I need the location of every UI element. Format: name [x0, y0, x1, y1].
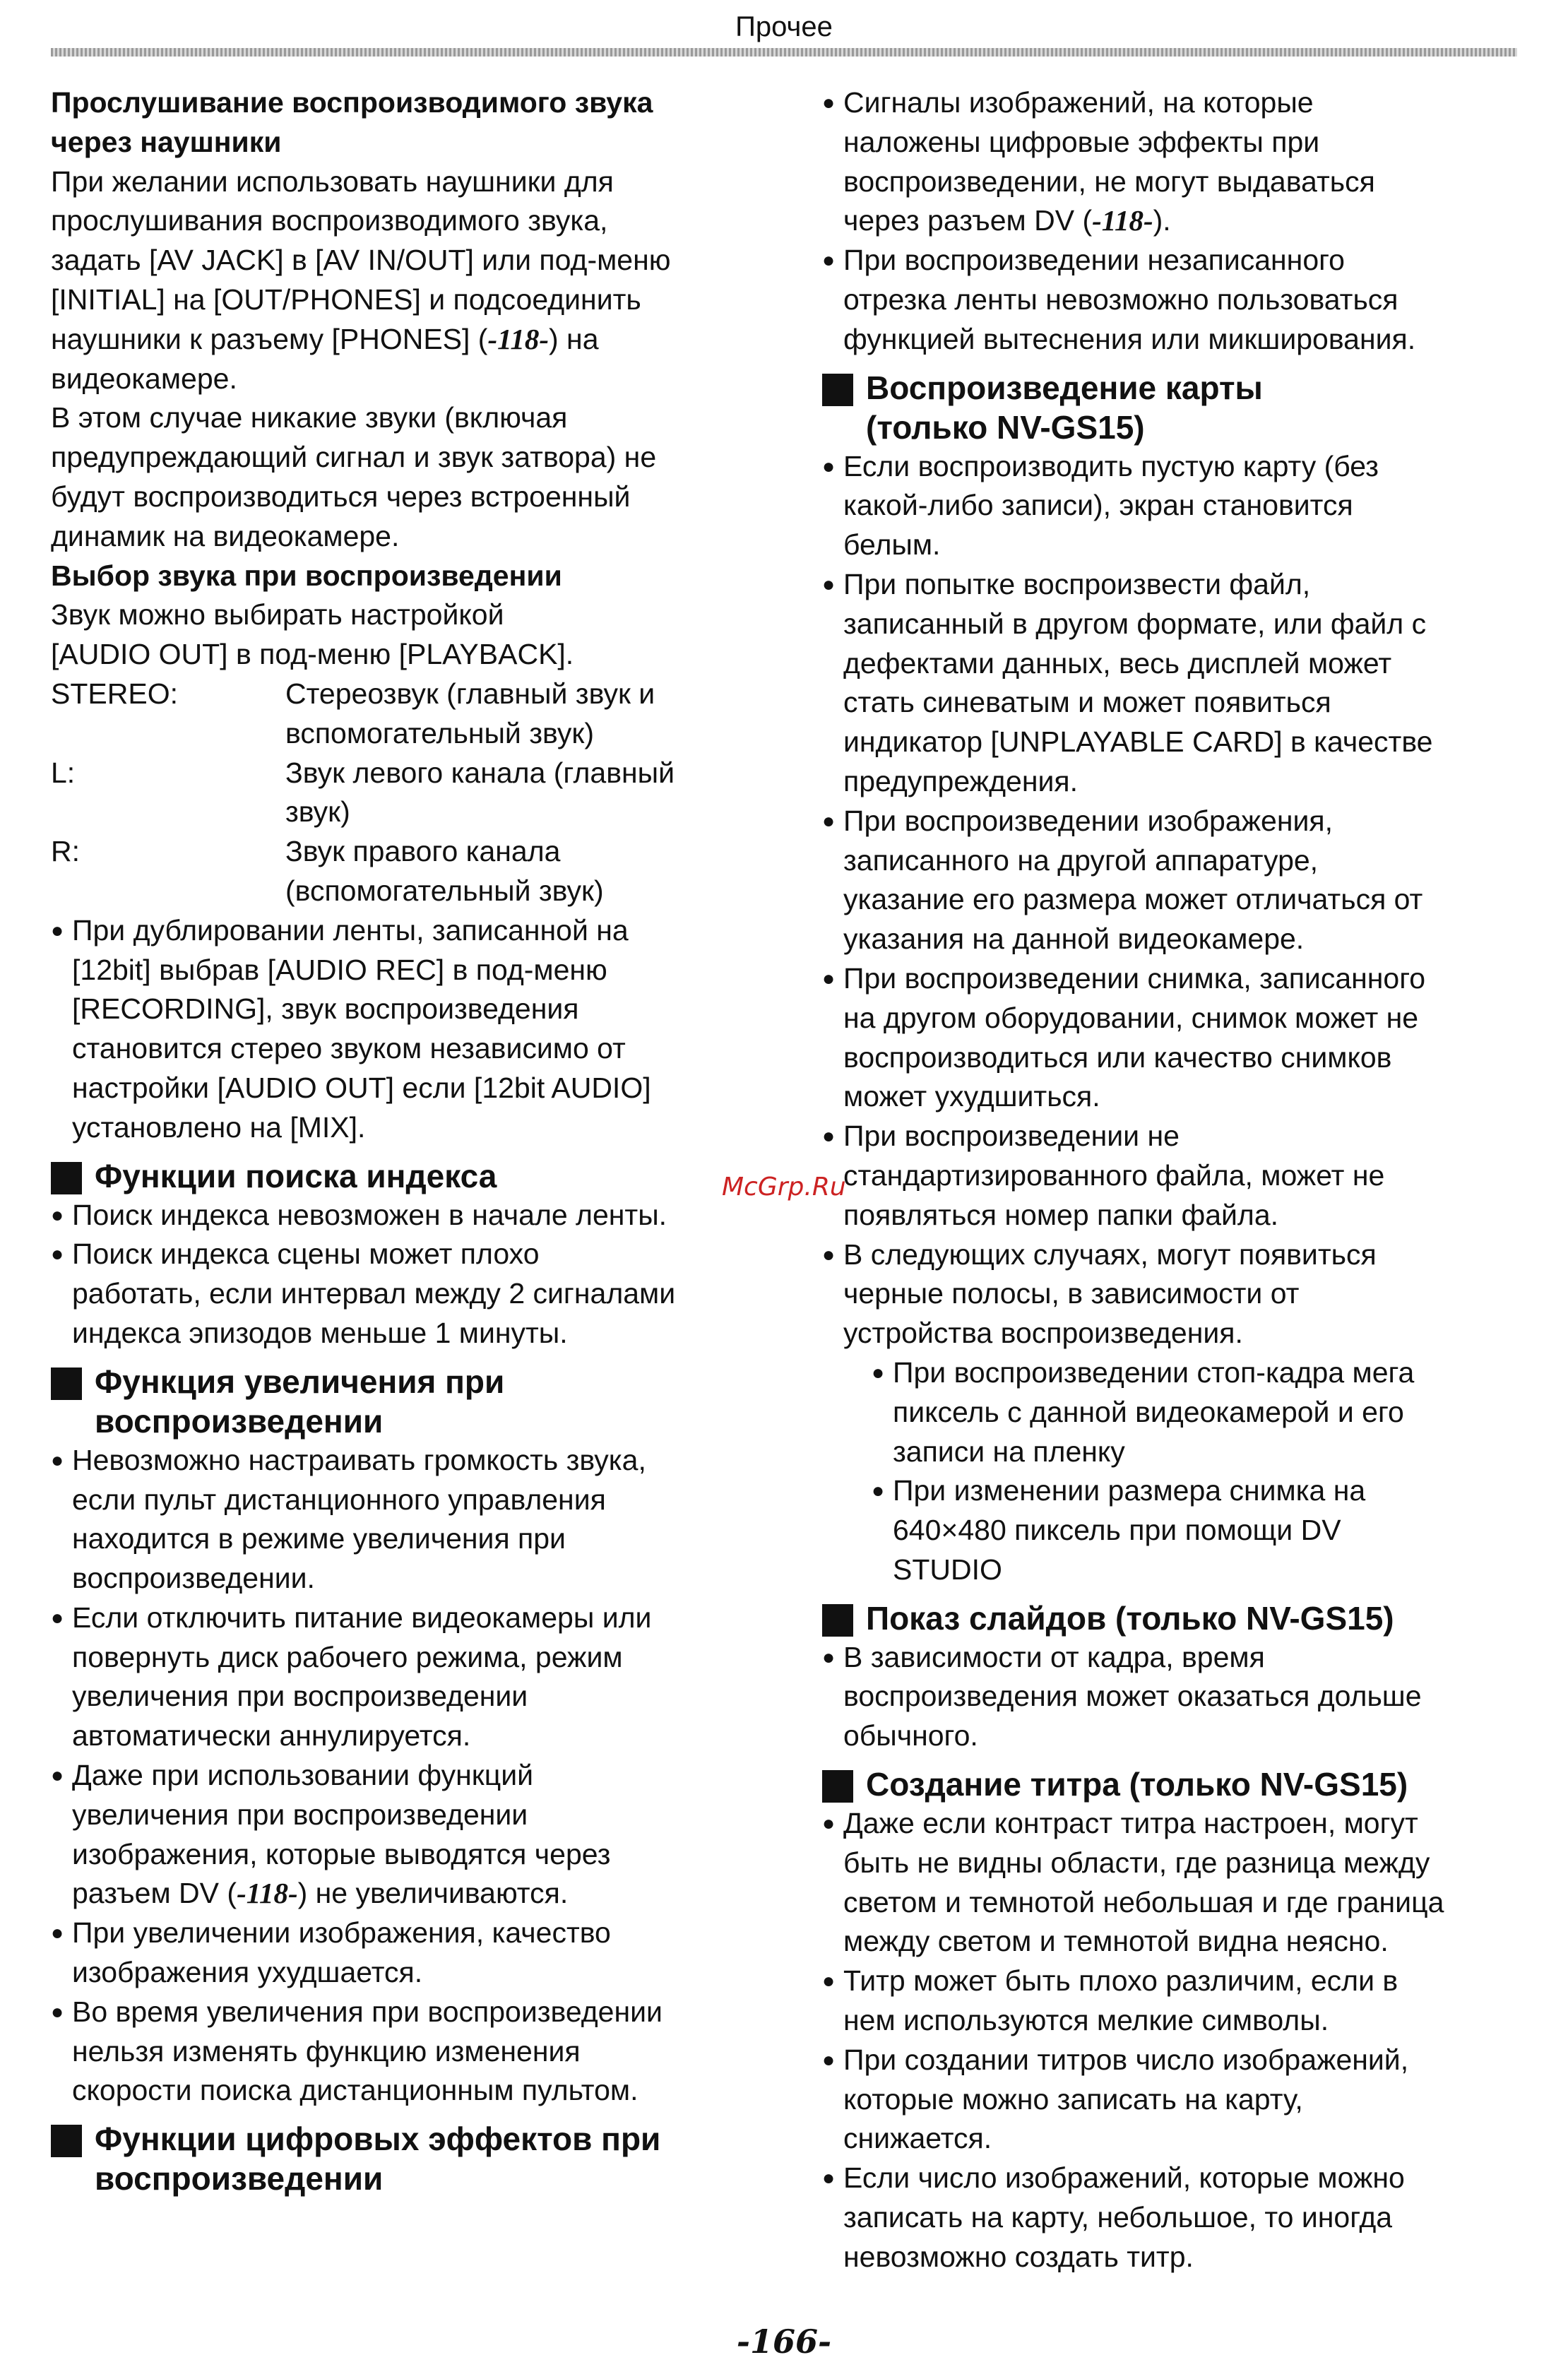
bullet-item: ● При создании титров число изображений, которые можно записать на карту, снижается.	[822, 2041, 1536, 2159]
bullet-item: ● Сигналы изображений, на которые наложены цифровые эффекты при воспроизведении, не могут выдаваться через разъем DV (-118-).	[822, 83, 1536, 241]
bullet-item: ● Во время увеличения при воспроизведении нельзя изменять функцию изменения скорости поиска дистанционным пультом.	[51, 1993, 785, 2111]
page-reference: -118-	[487, 322, 550, 355]
section-heading-playback-zoom: Функция увеличения при воспроизведении	[51, 1362, 785, 1441]
bullet-icon: ●	[822, 454, 836, 478]
definition-row: R: Звук правого канала (вспомогательный звук)	[51, 835, 604, 907]
definition-row: L: Звук левого канала (главный звук)	[51, 756, 675, 829]
bullet-icon: ●	[822, 2166, 836, 2190]
bullet-icon: ●	[51, 1242, 64, 1266]
bullet-icon: ●	[822, 2048, 836, 2072]
sub-bullet-item: ● При воспроизведении стоп-кадра мега пиксель с данной видеокамерой и его записи на пленку	[822, 1353, 1536, 1471]
bullet-item: ● При дублировании ленты, записанной на [12bit] выбрав [AUDIO REC] в под-меню [RECORDING], звук воспроизведения становится стерео звуком независимо от настройки [AUDIO OUT] если [12bit AUDIO] установлено на [MIX].	[51, 911, 785, 1148]
bullet-icon: ●	[51, 918, 64, 942]
bullet-icon: ●	[872, 1479, 885, 1503]
left-column	[51, 83, 785, 2198]
bullet-icon: ●	[51, 1203, 64, 1227]
bullet-icon: ●	[822, 966, 836, 990]
bullet-item: ● Даже при использовании функций увеличения при воспроизведении изображения, которые выводятся через разъем DV (-118-) не увеличиваются.	[51, 1756, 785, 1914]
section-square-icon	[822, 374, 853, 406]
section-heading-digital-effects: Функции цифровых эффектов при воспроизведении	[51, 2119, 785, 2198]
bullet-item: ● При воспроизведении не стандартизированного файла, может не появляться номер папки файла.	[822, 1117, 1536, 1235]
paragraph-headphones: При желании использовать наушники для прослушивания воспроизводимого звука, задать [AV JACK] в [AV IN/OUT] или под-меню [INITIAL] на [OUT/PHONES] и подсоединить наушники к разъему [PHONES] (-118-) на видеокамере.	[51, 165, 671, 395]
paragraph-audio-select: Звук можно выбирать настройкой [AUDIO OUT] в под-меню [PLAYBACK].	[51, 598, 574, 671]
page-reference: -118-	[237, 1877, 298, 1910]
subheading-audio-select: Выбор звука при воспроизведении	[51, 559, 562, 592]
bullet-item: ● Если отключить питание видеокамеры или повернуть диск рабочего режима, режим увеличения при воспроизведении автоматически аннулируется.	[51, 1598, 785, 1756]
bullet-item: ● При воспроизведении изображения, записанного на другой аппаратуре, указание его размера может отличаться от указания на данной видеокамере.	[822, 802, 1536, 959]
page-reference: -118-	[1092, 204, 1153, 237]
definition-list	[51, 675, 785, 911]
bullet-item: ● Титр может быть плохо различим, если в нем используются мелкие символы.	[822, 1962, 1536, 2041]
bullet-icon: ●	[822, 1645, 836, 1669]
bullet-icon: ●	[822, 572, 836, 596]
section-heading-slideshow: Показ слайдов (только NV-GS15)	[822, 1598, 1536, 1638]
bullet-icon: ●	[822, 1969, 836, 1993]
bullet-item: ● Поиск индекса сцены может плохо работать, если интервал между 2 сигналами индекса эпизодов меньше 1 минуты.	[51, 1235, 785, 1353]
bullet-item: ● Поиск индекса невозможен в начале ленты.	[51, 1196, 785, 1235]
section-square-icon	[822, 1604, 853, 1637]
bullet-icon: ●	[822, 249, 836, 273]
section-heading-title-creation: Создание титра (только NV-GS15)	[822, 1764, 1536, 1804]
section-square-icon	[51, 1368, 82, 1400]
bullet-item: ● При воспроизведении снимка, записанного на другом оборудовании, снимок может не воспроизводиться или качество снимков может ухудшиться.	[822, 959, 1536, 1117]
bullet-item: ● Если воспроизводить пустую карту (без какой-либо записи), экран становится белым.	[822, 447, 1536, 565]
section-heading-card-playback: Воспроизведение карты (только NV-GS15)	[822, 368, 1536, 447]
bullet-icon: ●	[822, 1125, 836, 1149]
bullet-item: ● При увеличении изображения, качество изображения ухудшается.	[51, 1914, 785, 1993]
header-divider	[51, 48, 1517, 57]
section-heading-index-search: Функции поиска индекса	[51, 1156, 785, 1196]
bullet-icon: ●	[51, 1448, 64, 1472]
section-square-icon	[51, 1162, 82, 1194]
bullet-icon: ●	[51, 1606, 64, 1630]
bullet-icon: ●	[822, 1242, 836, 1266]
bullet-icon: ●	[872, 1360, 885, 1384]
definition-row: STEREO: Стереозвук (главный звук и вспомогательный звук)	[51, 677, 655, 749]
bullet-icon: ●	[51, 1764, 64, 1788]
paragraph-speaker: В этом случае никакие звуки (включая предупреждающий сигнал и звук затвора) не будут воспроизводиться через встроенный динамик на видеокамере.	[51, 401, 657, 552]
bullet-icon: ●	[822, 1812, 836, 1836]
watermark-text: McGrp.Ru	[722, 1173, 846, 1202]
subheading-headphones: Прослушивание воспроизводимого звука через наушники	[51, 86, 653, 158]
section-square-icon	[51, 2125, 82, 2157]
page-header: Прочее	[735, 11, 833, 42]
bullet-icon: ●	[822, 91, 836, 114]
bullet-item: ● При попытке воспроизвести файл, записанный в другом формате, или файл с дефектами данных, весь дисплей может стать синеватым и может появиться индикатор [UNPLAYABLE CARD] в качестве предупреждения.	[822, 565, 1536, 802]
bullet-icon: ●	[822, 809, 836, 833]
section-square-icon	[822, 1770, 853, 1803]
bullet-item: ● Даже если контраст титра настроен, могут быть не видны области, где разница между светом и темнотой небольшая и где граница между светом и темнотой видна неясно.	[822, 1804, 1536, 1962]
bullet-item: ● Если число изображений, которые можно записать на карту, небольшое, то иногда невозможно создать титр.	[822, 2159, 1536, 2277]
bullet-icon: ●	[51, 1921, 64, 1945]
bullet-item: ● При воспроизведении незаписанного отрезка ленты невозможно пользоваться функцией вытеснения или микширования.	[822, 241, 1536, 359]
sub-bullet-item: ● При изменении размера снимка на 640×480 пиксель при помощи DV STUDIO	[822, 1471, 1536, 1589]
bullet-item: ● Невозможно настраивать громкость звука, если пульт дистанционного управления находится в режиме увеличения при воспроизведении.	[51, 1441, 785, 1598]
bullet-item: ● В зависимости от кадра, время воспроизведения может оказаться дольше обычного.	[822, 1638, 1536, 1756]
bullet-item: ● В следующих случаях, могут появиться черные полосы, в зависимости от устройства воспроизведения.	[822, 1235, 1536, 1353]
bullet-icon: ●	[51, 2000, 64, 2024]
right-column	[822, 83, 1536, 2277]
page-number: -166-	[736, 2322, 832, 2361]
